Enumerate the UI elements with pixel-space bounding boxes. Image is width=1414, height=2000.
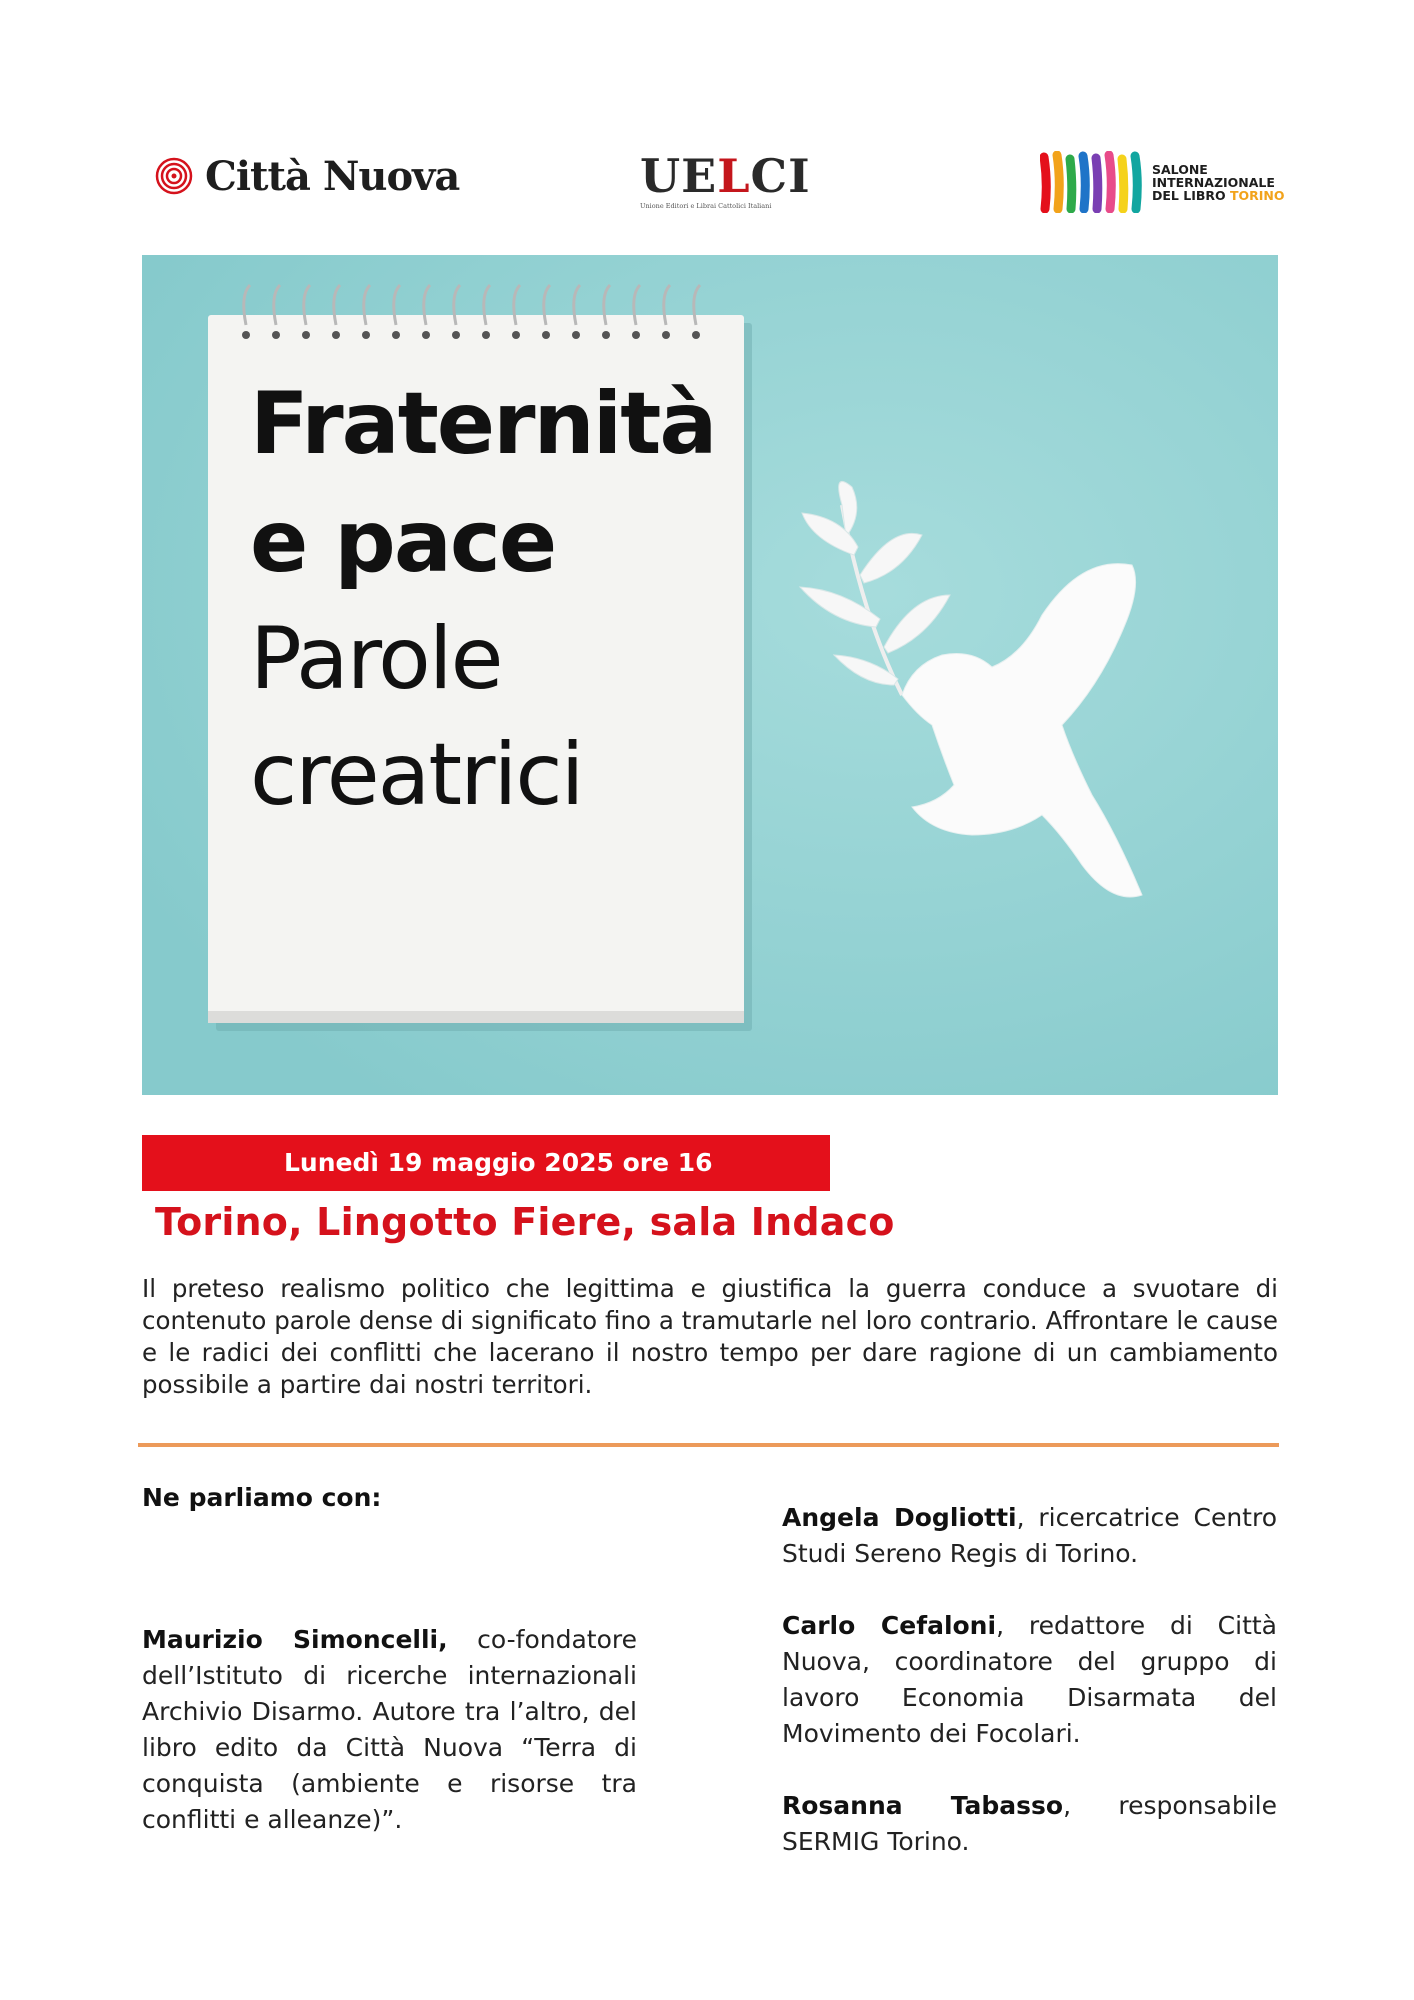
- speaker-cefaloni: [782, 1608, 1277, 1752]
- hero-image: [142, 255, 1278, 1095]
- citta-nuova-logo: [155, 148, 459, 204]
- speakers-left-column: [142, 1480, 637, 1838]
- speaker-description: , responsabile SERMIG Torino.: [782, 1791, 1277, 1856]
- hero-title: [250, 365, 730, 833]
- speaker-name: Maurizio Simoncelli,: [142, 1625, 448, 1654]
- hero-subtitle-line-2: creatrici: [250, 725, 583, 825]
- salone-line-2: INTERNAZIONALE: [1152, 174, 1275, 190]
- uelci-letters-left: UE: [640, 149, 718, 203]
- date-banner: [142, 1135, 830, 1191]
- intro-paragraph: Il preteso realismo politico che legittima e giustifica la guerra conduce a svuotare di contenuto parole dense di significato fino a tramutarle nel loro contrario. Affrontare le cause e le radici dei conflitti che lacerano il nostro tempo per dare ragione di un cambiamento possibile a partire dai nostri territori.: [142, 1274, 1278, 1399]
- speaker-tabasso: [782, 1788, 1277, 1860]
- salone-line-1: SALONE: [1152, 161, 1208, 177]
- speaker-simoncelli: [142, 1622, 637, 1838]
- speaker-name: Carlo Cefaloni: [782, 1611, 997, 1640]
- speaker-description: co-fondatore dell’Istituto di ricerche internazionali Archivio Disarmo. Autore tra l’altro, del libro edito da Città Nuova “Terra di conquista (ambiente e risorse tra conflitti e alleanze)”.: [142, 1625, 637, 1834]
- event-date: Lunedì 19 maggio 2025 ore 16: [284, 1148, 713, 1177]
- salone-stripes-icon: [1040, 151, 1144, 213]
- speaker-description: , ricercatrice Centro Studi Sereno Regis di Torino.: [782, 1503, 1277, 1568]
- speaker-dogliotti: [782, 1500, 1277, 1572]
- hero-title-line-2: e pace: [250, 492, 556, 592]
- citta-nuova-wordmark: Città Nuova: [205, 152, 460, 200]
- uelci-subtitle: Unione Editori e Librai Cattolici Italiani: [640, 202, 772, 210]
- speaker-name: Angela Dogliotti: [782, 1503, 1017, 1532]
- hero-title-line-1: Fraternità: [250, 374, 716, 474]
- speaker-description: , redattore di Città Nuova, coordinatore del gruppo di lavoro Economia Disarmata del Movimento dei Focolari.: [782, 1611, 1277, 1748]
- uelci-letters-right: CI: [750, 149, 811, 203]
- uelci-letter-l: L: [717, 149, 751, 203]
- event-venue: Torino, Lingotto Fiere, sala Indaco: [155, 1200, 895, 1244]
- citta-nuova-mark-icon: [155, 157, 193, 195]
- speakers-lead: Ne parliamo con:: [142, 1483, 382, 1512]
- salone-city: TORINO: [1230, 187, 1285, 203]
- speakers-right-column: [782, 1500, 1277, 1860]
- uelci-logo: [640, 149, 811, 220]
- salone-libro-logo: [1040, 150, 1285, 214]
- divider-rule: [138, 1443, 1279, 1447]
- speaker-name: Rosanna Tabasso: [782, 1791, 1064, 1820]
- hero-subtitle-line-1: Parole: [250, 609, 502, 709]
- salone-line-3: DEL LIBRO: [1152, 187, 1226, 203]
